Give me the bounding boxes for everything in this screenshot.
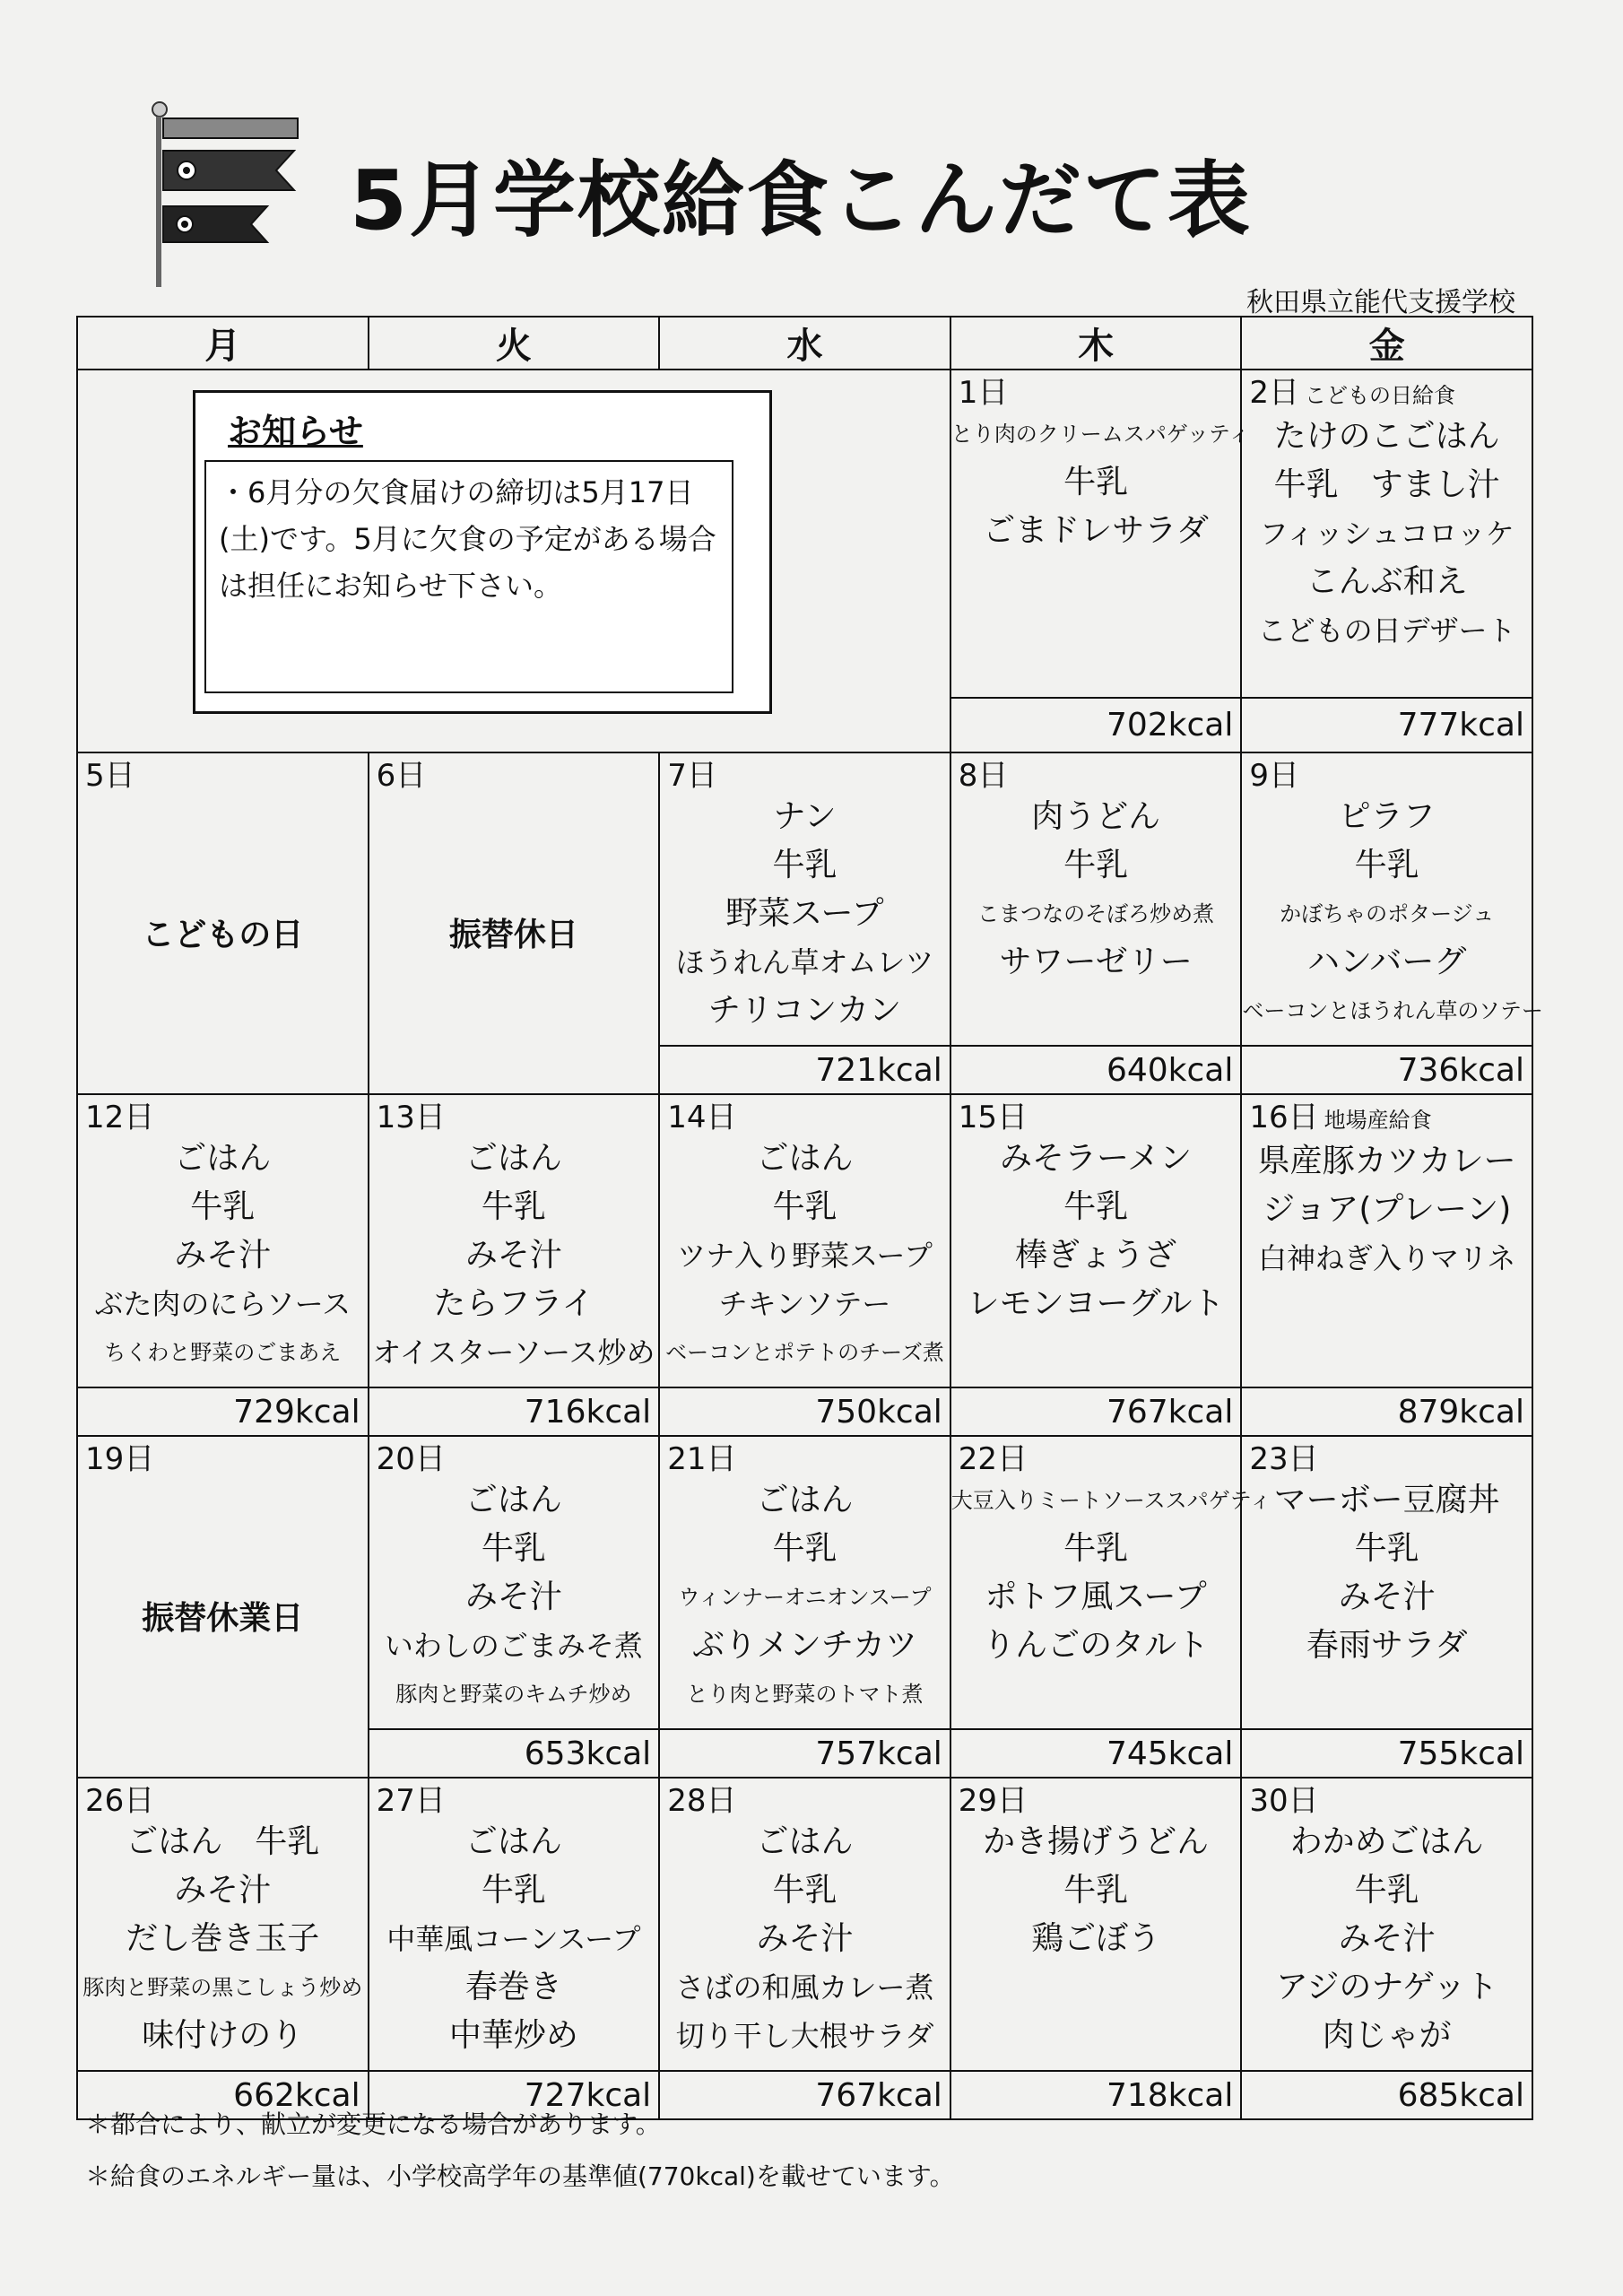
menu-item: みそ汁 xyxy=(1338,1578,1436,1615)
day-cell xyxy=(77,1778,369,2071)
kcal-value: 729kcal xyxy=(77,1387,369,1436)
day-cell xyxy=(369,1778,660,2071)
menu-item: 牛乳 xyxy=(772,1530,838,1567)
menu-item: いわしのごまみそ煮 xyxy=(384,1629,643,1663)
day-cell xyxy=(77,1436,369,1778)
kcal-value: 727kcal xyxy=(369,2071,660,2119)
menu-item: 豚肉と野菜のキムチ炒め xyxy=(395,1682,632,1707)
weekday-mon: 月 xyxy=(77,317,369,370)
koinobori-illustration xyxy=(151,99,330,287)
day-date: 12日 xyxy=(85,1100,155,1135)
day-date: 28日 xyxy=(667,1783,737,1819)
menu-item: ごまドレサラダ xyxy=(983,512,1209,549)
day-date: 5日 xyxy=(85,758,135,794)
menu-item: とり肉のクリームスパゲッティ xyxy=(950,422,1250,447)
kcal-value: 767kcal xyxy=(950,1387,1242,1436)
menu-item: ハンバーグ xyxy=(1306,944,1467,980)
menu-item: 中華炒め xyxy=(448,2017,578,2054)
school-name: 秋田県立能代支援学校 xyxy=(1246,287,1515,318)
kcal-value: 777kcal xyxy=(1241,698,1532,752)
menu-item: ナン xyxy=(773,798,837,835)
day-date: 30日 xyxy=(1249,1783,1319,1819)
day-date: 29日 xyxy=(958,1783,1028,1819)
menu-item: 野菜スープ xyxy=(725,895,884,932)
weekday-fri: 金 xyxy=(1241,317,1532,370)
menu-item: ジョア(プレーン) xyxy=(1263,1191,1512,1228)
menu-item: 牛乳 すまし汁 xyxy=(1273,466,1500,503)
menu-item: りんごのタルト xyxy=(983,1627,1210,1664)
footnote: ＊給食のエネルギー量は、小学校高学年の基準値(770kcal)を載せています。 xyxy=(85,2161,955,2191)
menu-item: 春巻き xyxy=(464,1969,562,2005)
kcal-value: 662kcal xyxy=(77,2071,369,2119)
day-cell xyxy=(369,752,660,1094)
menu-item: こまつなのそぼろ炒め煮 xyxy=(977,901,1215,926)
menu-item: ツナ入り野菜スープ xyxy=(677,1239,933,1273)
day-date: 16日 xyxy=(1249,1100,1319,1135)
day-cell xyxy=(950,1094,1242,1387)
day-date: 7日 xyxy=(667,758,717,794)
menu-item: 牛乳 xyxy=(772,847,838,883)
day-date: 21日 xyxy=(667,1441,737,1477)
day-cell xyxy=(659,752,950,1046)
menu-item: 牛乳 xyxy=(1354,1530,1419,1567)
menu-item: 中華風コーンスープ xyxy=(386,1922,641,1956)
menu-item: 肉うどん xyxy=(1031,798,1161,835)
day-cell xyxy=(1241,370,1532,698)
menu-item: ぶりメンチカツ xyxy=(691,1627,918,1664)
menu-item: ごはん xyxy=(174,1140,272,1177)
menu-item: オイスターソース炒め xyxy=(372,1335,655,1370)
menu-item: 味付けのり xyxy=(142,2017,304,2054)
kcal-value: 721kcal xyxy=(659,1046,950,1094)
menu-item: 牛乳 xyxy=(1354,847,1419,883)
kcal-value: 718kcal xyxy=(950,2071,1242,2119)
day-date: 9日 xyxy=(1249,758,1300,794)
day-cell xyxy=(659,1094,950,1387)
weekday-thu: 木 xyxy=(950,317,1242,370)
kcal-value: 750kcal xyxy=(659,1387,950,1436)
notice-box xyxy=(193,390,772,714)
menu-calendar xyxy=(76,316,1543,2120)
menu-item: ほうれん草オムレツ xyxy=(675,945,934,979)
menu-item: とり肉と野菜のトマト煮 xyxy=(686,1682,924,1707)
menu-item: たけのこごはん xyxy=(1273,418,1500,455)
menu-item: 鶏ごぼう xyxy=(1031,1920,1161,1957)
holiday-label: こどもの日 xyxy=(142,917,304,953)
kcal-value: 879kcal xyxy=(1241,1387,1532,1436)
day-tag: こどもの日給食 xyxy=(1305,383,1456,408)
day-cell xyxy=(659,1778,950,2071)
menu-item: 牛乳 xyxy=(190,1188,256,1225)
menu-item: みそ汁 xyxy=(464,1237,562,1274)
kcal-value: 653kcal xyxy=(369,1729,660,1778)
menu-item: チキンソテー xyxy=(718,1287,891,1321)
weekday-wed: 水 xyxy=(659,317,950,370)
kcal-value: 702kcal xyxy=(950,698,1242,752)
menu-item: さばの和風カレー煮 xyxy=(675,1970,934,2005)
menu-item: 牛乳 xyxy=(1063,1530,1129,1567)
day-date: 8日 xyxy=(958,758,1009,794)
menu-item: ごはん xyxy=(756,1140,854,1177)
menu-item: マーボー豆腐丼 xyxy=(1273,1482,1500,1518)
kcal-value: 755kcal xyxy=(1241,1729,1532,1778)
menu-item: みそ汁 xyxy=(464,1578,562,1615)
menu-item: 牛乳 xyxy=(772,1188,838,1225)
day-cell xyxy=(950,752,1242,1046)
day-date: 14日 xyxy=(667,1100,737,1135)
menu-item: ごはん xyxy=(464,1482,562,1518)
kcal-value: 716kcal xyxy=(369,1387,660,1436)
menu-item: ちくわと野菜のごまあえ xyxy=(104,1340,342,1365)
holiday-label: 振替休業日 xyxy=(142,1600,304,1637)
menu-item: ごはん xyxy=(464,1823,562,1860)
day-date: 13日 xyxy=(376,1100,446,1135)
menu-item: アジのナゲット xyxy=(1275,1969,1498,2005)
day-tag: 地場産給食 xyxy=(1324,1108,1432,1133)
menu-item: 牛乳 xyxy=(1063,1188,1129,1225)
footnotes xyxy=(85,2099,955,2203)
menu-item: 牛乳 xyxy=(1354,1872,1419,1909)
menu-item: 牛乳 xyxy=(1063,464,1129,500)
menu-item: 棒ぎょうざ xyxy=(1015,1237,1177,1274)
menu-item: みそ汁 xyxy=(756,1920,854,1957)
menu-item: みそ汁 xyxy=(1338,1920,1436,1957)
notice-body: ・6月分の欠食届けの締切は5月17日(土)です。5月に欠食の予定がある場合は担任にお知らせ下さい。 xyxy=(204,460,733,693)
day-date: 23日 xyxy=(1249,1441,1319,1477)
menu-item: ベーコンとほうれん草のソテー xyxy=(1242,998,1543,1023)
menu-item: みそラーメン xyxy=(999,1140,1193,1177)
menu-item: ポトフ風スープ xyxy=(985,1578,1207,1615)
day-date: 20日 xyxy=(376,1441,446,1477)
menu-item: 牛乳 xyxy=(772,1872,838,1909)
menu-item: ごはん 牛乳 xyxy=(126,1823,320,1860)
menu-item: 牛乳 xyxy=(1063,847,1129,883)
menu-item: 切り干し大根サラダ xyxy=(675,2019,934,2053)
menu-item: ぶた肉のにらソース xyxy=(94,1287,352,1321)
menu-item: 春雨サラダ xyxy=(1306,1627,1468,1664)
menu-item: 白神ねぎ入りマリネ xyxy=(1258,1241,1516,1275)
kcal-value: 745kcal xyxy=(950,1729,1242,1778)
day-cell xyxy=(1241,1778,1532,2071)
menu-item: こどもの日デザート xyxy=(1257,613,1516,648)
menu-item: 牛乳 xyxy=(1063,1872,1129,1909)
day-cell xyxy=(659,1436,950,1729)
day-date: 15日 xyxy=(958,1100,1028,1135)
menu-item: ピラフ xyxy=(1338,798,1436,835)
menu-item: 牛乳 xyxy=(481,1188,546,1225)
menu-item: 牛乳 xyxy=(481,1530,546,1567)
kcal-value: 767kcal xyxy=(659,2071,950,2119)
day-cell xyxy=(950,370,1250,698)
day-date: 26日 xyxy=(85,1783,155,1819)
menu-item: 県産豚カツカレー xyxy=(1257,1143,1516,1179)
menu-item: ウィンナーオニオンスープ xyxy=(678,1585,932,1610)
day-date: 19日 xyxy=(85,1441,155,1477)
menu-item: みそ汁 xyxy=(174,1872,272,1909)
menu-item: 大豆入りミートソーススパゲティ xyxy=(950,1488,1271,1513)
menu-item: レモンヨーグルト xyxy=(967,1285,1225,1322)
menu-item: だし巻き玉子 xyxy=(126,1920,320,1957)
menu-item: フィッシュコロッケ xyxy=(1259,517,1515,551)
day-date: 27日 xyxy=(376,1783,446,1819)
day-cell xyxy=(77,752,369,1094)
day-date: 22日 xyxy=(958,1441,1028,1477)
menu-item: たらフライ xyxy=(433,1285,595,1322)
menu-item: ベーコンとポテトのチーズ煮 xyxy=(665,1340,944,1365)
day-cell xyxy=(77,1094,369,1387)
kcal-value: 685kcal xyxy=(1241,2071,1532,2119)
footnote: ＊都合により、献立が変更になる場合があります。 xyxy=(85,2109,661,2139)
menu-item: わかめごはん xyxy=(1289,1823,1484,1860)
day-cell xyxy=(1241,1094,1532,1387)
menu-item: 肉じゃが xyxy=(1322,2017,1452,2054)
menu-item: 豚肉と野菜の黒こしょう炒め xyxy=(82,1975,363,2000)
menu-item: サワーゼリー xyxy=(999,944,1193,980)
day-date: 1日 xyxy=(958,375,1009,411)
menu-item: 牛乳 xyxy=(481,1872,546,1909)
day-cell xyxy=(369,1094,660,1387)
kcal-value: 736kcal xyxy=(1241,1046,1532,1094)
kcal-value: 757kcal xyxy=(659,1729,950,1778)
day-date: 6日 xyxy=(376,758,427,794)
day-cell xyxy=(950,1436,1271,1729)
menu-item: ごはん xyxy=(756,1823,854,1860)
day-cell xyxy=(950,1778,1242,2071)
menu-item: かぼちゃのポタージュ xyxy=(1280,901,1495,926)
menu-item: ごはん xyxy=(756,1482,854,1518)
menu-item: こんぶ和え xyxy=(1306,563,1468,600)
notice-heading: お知らせ xyxy=(228,412,363,451)
weekday-tue: 火 xyxy=(369,317,660,370)
day-cell xyxy=(369,1436,660,1729)
day-cell xyxy=(1241,1436,1532,1729)
menu-item: ごはん xyxy=(464,1140,562,1177)
menu-item: チリコンカン xyxy=(707,992,902,1029)
kcal-value: 640kcal xyxy=(950,1046,1242,1094)
menu-item: みそ汁 xyxy=(174,1237,272,1274)
day-date: 2日 xyxy=(1249,375,1300,411)
holiday-label: 振替休日 xyxy=(448,917,578,953)
page-title: 5月学校給食こんだて表 xyxy=(350,152,1253,248)
day-cell xyxy=(1241,752,1543,1046)
notice-cell xyxy=(77,370,950,752)
menu-item: かき揚げうどん xyxy=(983,1823,1210,1860)
